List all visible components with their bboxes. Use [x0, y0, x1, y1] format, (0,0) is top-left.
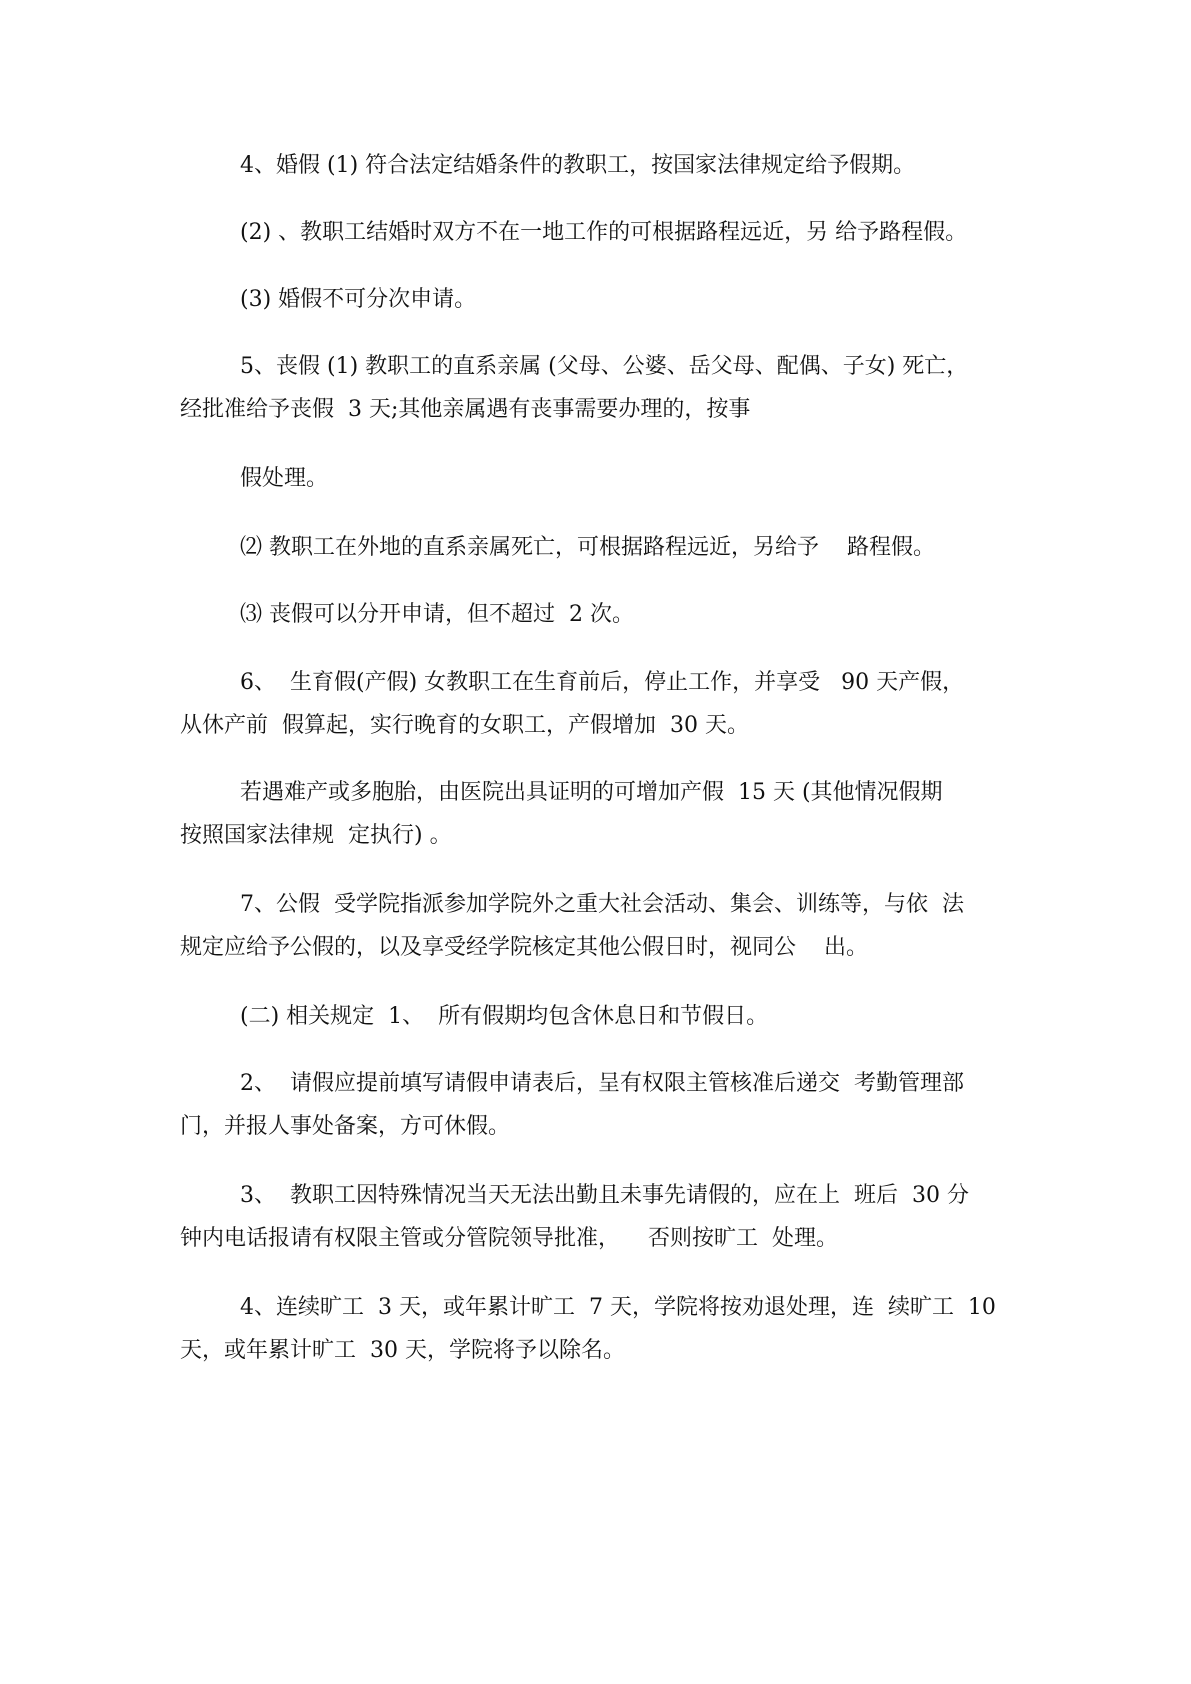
marriage-leave-item-3: (3) 婚假不可分次申请。	[240, 287, 477, 312]
public-leave-item: 7、公假 受学院指派参加学院外之重大社会活动、集会、训练等，与依 法	[240, 892, 964, 917]
rule-4-continuation: 天，或年累计旷工 30 天，学院将予以除名。	[180, 1338, 625, 1363]
rule-2: 2、 请假应提前填写请假申请表后，呈有权限主管核准后递交 考勤管理部	[240, 1071, 964, 1096]
funeral-leave-item-3: ⑶ 丧假可以分开申请，但不超过 2 次。	[240, 602, 634, 627]
marriage-leave-item-2: (2) 、教职工结婚时双方不在一地工作的可根据路程远近，另 给予路程假。	[240, 220, 968, 245]
rule-2-continuation: 门，并报人事处备案，方可休假。	[180, 1114, 511, 1139]
marriage-leave-item-1: 4、婚假 (1) 符合法定结婚条件的教职工，按国家法律规定给予假期。	[240, 153, 916, 178]
funeral-leave-item-2: ⑵ 教职工在外地的直系亲属死亡，可根据路程远近，另给予 路程假。	[240, 535, 935, 560]
maternity-leave-extra: 若遇难产或多胞胎，由医院出具证明的可增加产假 15 天 (其他情况假期	[240, 780, 943, 805]
maternity-leave-item-continuation: 从休产前 假算起，实行晚育的女职工，产假增加 30 天。	[180, 713, 749, 738]
funeral-leave-item-1-end: 假处理。	[240, 466, 329, 491]
rule-4: 4、连续旷工 3 天，或年累计旷工 7 天，学院将按劝退处理，连 续旷工 10	[240, 1295, 996, 1320]
public-leave-item-continuation: 规定应给予公假的，以及享受经学院核定其他公假日时，视同公 出。	[180, 935, 868, 960]
related-rules-heading: (二) 相关规定 1、 所有假期均包含休息日和节假日。	[240, 1004, 769, 1029]
funeral-leave-item-1: 5、丧假 (1) 教职工的直系亲属 (父母、公婆、岳父母、配偶、子女) 死亡，	[240, 354, 969, 379]
maternity-leave-extra-continuation: 按照国家法律规 定执行) 。	[180, 823, 452, 848]
funeral-leave-item-1-continuation: 经批准给予丧假 3 天;其他亲属遇有丧事需要办理的，按事	[180, 397, 751, 422]
rule-3: 3、 教职工因特殊情况当天无法出勤且未事先请假的，应在上 班后 30 分	[240, 1183, 969, 1208]
rule-3-continuation: 钟内电话报请有权限主管或分管院领导批准， 否则按旷工 处理。	[180, 1226, 838, 1251]
maternity-leave-item: 6、 生育假(产假) 女教职工在生育前后，停止工作，并享受 90 天产假，	[240, 670, 965, 695]
